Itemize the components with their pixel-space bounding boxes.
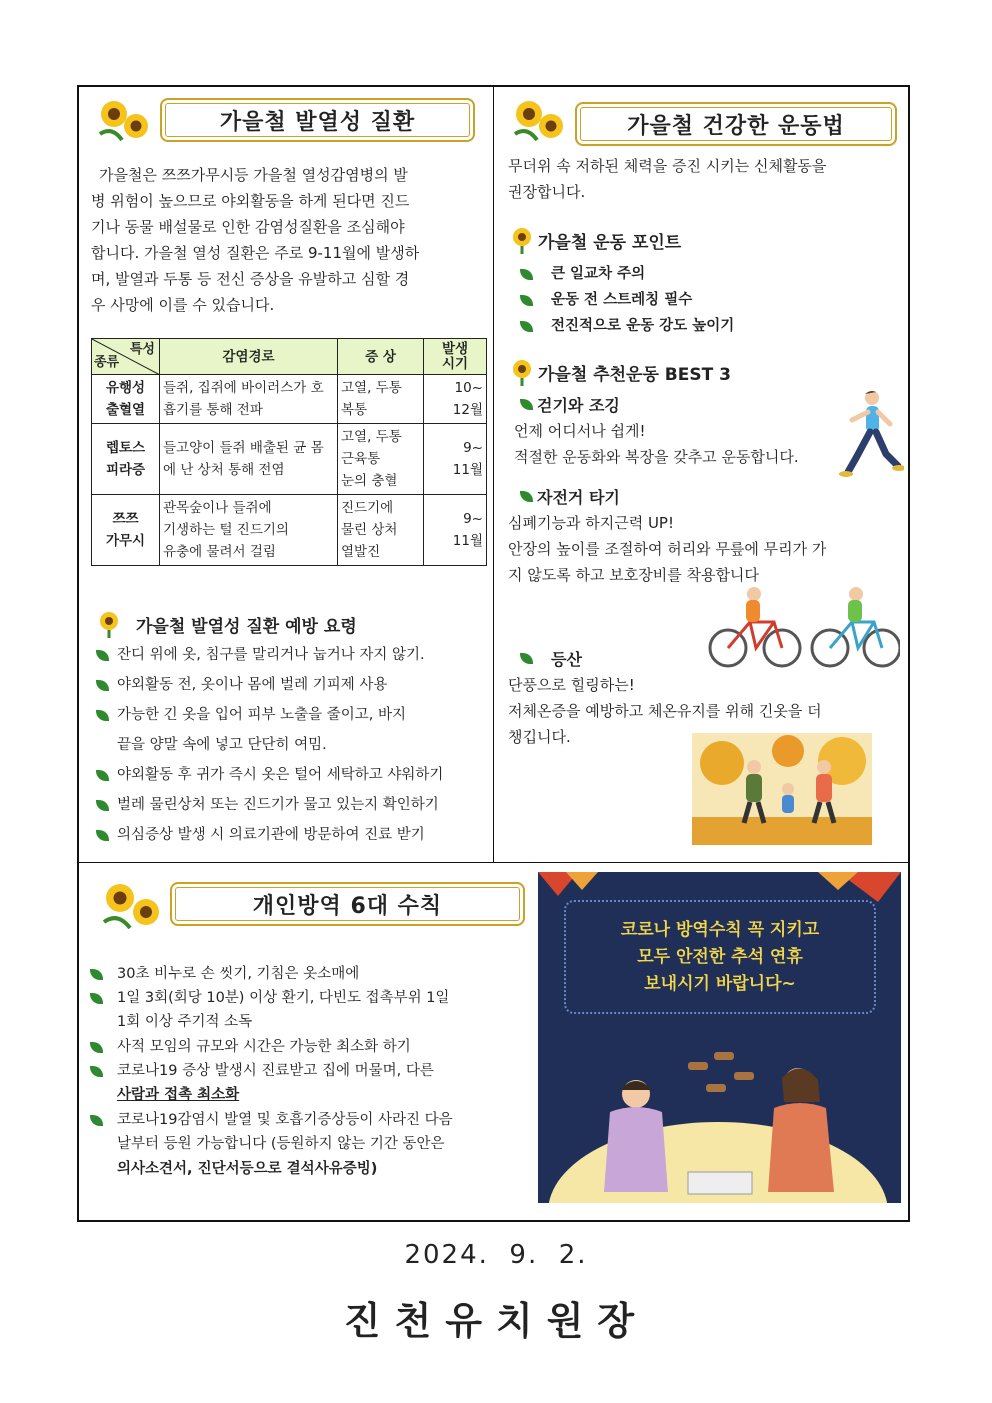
cyclists-illustration bbox=[706, 584, 900, 670]
fever-table bbox=[91, 338, 487, 566]
section-title-fever: 가을철 발열성 질환 bbox=[160, 98, 475, 142]
list-item-continued: 날부터 등원 가능합니다 (등원하지 않는 기간 동안은 bbox=[117, 1136, 445, 1152]
sunflower-icon bbox=[510, 358, 534, 386]
issue-date: 2024. 9. 2. bbox=[404, 1240, 588, 1270]
leaf-bullet-icon bbox=[96, 830, 109, 841]
bike-text: 심폐기능과 하지근력 UP! 안장의 높이를 조절하여 허리와 무릎에 무리가 가 지 않도록 하고 보호장비를 착용합니다 bbox=[508, 514, 827, 584]
leaf-bullet-icon bbox=[96, 800, 109, 811]
list-item-continued: 의사소견서, 진단서등으로 결석사유증빙) bbox=[117, 1161, 378, 1177]
prevention-heading: 가을철 발열성 질환 예방 요령 bbox=[96, 610, 357, 638]
table-row: 쯔쯔 가무시 관목숲이나 들쥐에 기생하는 털 진드기의 유충에 물려서 걸림 진드기에 물린 상처 열발진 9~ 11월 bbox=[92, 495, 487, 566]
list-item: 코로나19감염시 발열 및 호흡기증상등이 사라진 다음 bbox=[90, 1108, 528, 1132]
table-row: 유행성 출혈열 들쥐, 집쥐에 바이러스가 호흡기를 통해 전파 고열, 두통 복통 10~ 12월 bbox=[92, 375, 487, 424]
walk-heading: 걷기와 조깅 bbox=[520, 393, 620, 416]
leaf-bullet-icon bbox=[90, 969, 103, 980]
hike-heading: 등산 bbox=[520, 647, 582, 670]
list-item: 30초 비누로 손 씻기, 기침은 옷소매에 bbox=[90, 962, 528, 986]
list-item: 잔디 위에 옷, 침구를 말리거나 눕거나 자지 않기. bbox=[96, 643, 425, 667]
column-divider bbox=[493, 85, 494, 863]
jogger-illustration bbox=[838, 388, 904, 484]
list-item-continued: 끝을 양말 속에 넣고 단단히 여밈. bbox=[117, 737, 327, 753]
list-item: 사적 모임의 규모와 시간은 가능한 최소화 하기 bbox=[90, 1035, 528, 1059]
exercise-points-heading: 가을철 운동 포인트 bbox=[510, 226, 681, 254]
leaf-bullet-icon bbox=[520, 653, 533, 664]
leaf-bullet-icon bbox=[90, 1042, 103, 1053]
fever-intro: 가을철은 쯔쯔가무시등 가을철 열성감염병의 발 병 위험이 높으므로 야외활동을 하게 된다면 진드 기나 동물 배설물로 인한 감염성질환을 조심해야 합니다. 가을철 열성 질환은 주로 9-11월에 발생하 며, 발열과 두통 등 전신 증상을 유발하고 심할 경 우 사망에 이를 수 있습니다. bbox=[91, 166, 420, 314]
list-item: 전진적으로 운동 강도 높이기 bbox=[520, 314, 734, 338]
hiking-family-illustration bbox=[692, 733, 872, 845]
list-item: 큰 일교차 주의 bbox=[520, 262, 645, 286]
signature: 진천유치원장 bbox=[343, 1299, 649, 1343]
col-route: 감염경로 bbox=[160, 339, 338, 375]
sunflower-icon bbox=[96, 610, 122, 638]
table-row: 렙토스 피라증 들고양이 들쥐 배출된 균 몸에 난 상처 통해 전염 고열, 두통 근육통 눈의 충혈 9~ 11월 bbox=[92, 424, 487, 495]
sunflower-icon bbox=[92, 96, 156, 146]
list-item: 야외활동 전, 옷이나 몸에 벌레 기피제 사용 bbox=[96, 673, 387, 697]
leaf-bullet-icon bbox=[520, 269, 533, 280]
list-item-continued: 1회 이상 주기적 소독 bbox=[117, 1014, 253, 1030]
list-item: 코로나19 증상 발생시 진료받고 집에 머물며, 다른 bbox=[90, 1059, 528, 1083]
table-corner-header: 특성 종류 bbox=[92, 339, 160, 375]
list-item: 야외활동 후 귀가 즉시 옷은 털어 세탁하고 샤워하기 bbox=[96, 763, 443, 787]
section-title-covid-rules: 개인방역 6대 수칙 bbox=[170, 882, 525, 926]
exercise-intro: 무더위 속 저하된 체력을 증진 시키는 신체활동을 권장합니다. bbox=[508, 157, 827, 201]
sunflower-icon bbox=[98, 878, 168, 934]
chuseok-banner bbox=[538, 872, 901, 1203]
section-title-exercise: 가을철 건강한 운동법 bbox=[575, 102, 897, 146]
leaf-bullet-icon bbox=[520, 295, 533, 306]
leaf-bullet-icon bbox=[520, 399, 533, 410]
section-divider bbox=[77, 862, 910, 863]
bike-heading: 자전거 타기 bbox=[520, 485, 620, 508]
col-symptom: 증 상 bbox=[338, 339, 424, 375]
covid-rules-list bbox=[90, 962, 528, 1182]
leaf-bullet-icon bbox=[96, 710, 109, 721]
list-item: 의심증상 발생 시 의료기관에 방문하여 진료 받기 bbox=[96, 823, 425, 847]
list-item: 1일 3회(회당 10분) 이상 환기, 다빈도 접촉부위 1일 bbox=[90, 986, 528, 1010]
list-item: 운동 전 스트레칭 필수 bbox=[520, 288, 692, 312]
list-item: 가능한 긴 옷을 입어 피부 노출을 줄이고, 바지 bbox=[96, 703, 406, 727]
leaf-bullet-icon bbox=[520, 321, 533, 332]
walk-text: 언제 어디서나 쉽게! 적절한 운동화와 복장을 갖추고 운동합니다. bbox=[514, 422, 799, 466]
hike-text: 단풍으로 힐링하는! 저체온증을 예방하고 체온유지를 위해 긴옷을 더 챙깁니다. bbox=[508, 676, 822, 746]
best3-heading: 가을철 추천운동 BEST 3 bbox=[510, 358, 731, 386]
leaf-bullet-icon bbox=[96, 680, 109, 691]
list-item-continued: 사람과 접촉 최소화 bbox=[117, 1087, 240, 1103]
list-item: 벌레 물린상처 또는 진드기가 물고 있는지 확인하기 bbox=[96, 793, 439, 817]
col-period: 발생 시기 bbox=[424, 339, 487, 375]
banner-text-box: 코로나 방역수칙 꼭 지키고 모두 안전한 추석 연휴 보내시기 바랍니다~ bbox=[564, 900, 876, 1014]
sunflower-icon bbox=[510, 226, 534, 254]
leaf-bullet-icon bbox=[90, 993, 103, 1004]
leaf-bullet-icon bbox=[96, 650, 109, 661]
leaf-bullet-icon bbox=[90, 1066, 103, 1077]
leaf-bullet-icon bbox=[96, 770, 109, 781]
leaf-bullet-icon bbox=[90, 1115, 103, 1126]
sunflower-icon bbox=[507, 96, 571, 146]
family-playing-illustration bbox=[538, 1022, 901, 1203]
leaf-bullet-icon bbox=[520, 491, 533, 502]
